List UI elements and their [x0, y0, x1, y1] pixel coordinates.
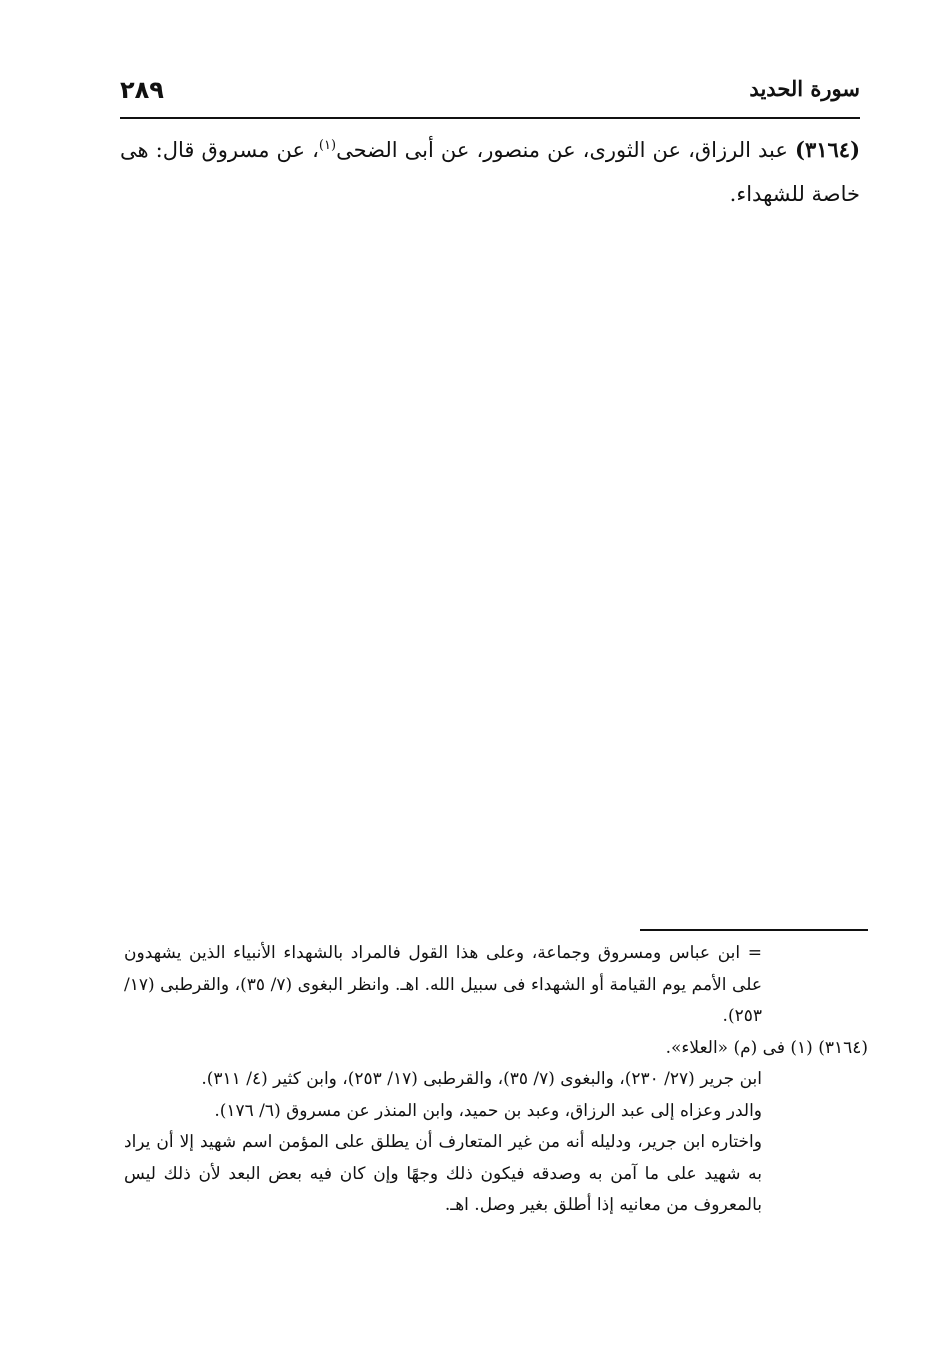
page-number: ٢٨٩ — [120, 76, 164, 104]
footnote-note-label: (٣١٦٤) (١) فى (م) «العلاء». — [665, 1037, 868, 1058]
hadith-text-part2: ، عن مسروق قال: هى خاصة للشهداء. — [120, 138, 860, 206]
header-divider — [120, 117, 860, 119]
footnote-ikhtiyar: واختاره ابن جرير، ودليله أنه من غير المتعارف أن يطلق على المؤمن اسم شهيد إلا أن يراد به شهيد على ما آمن به وصدقه فيكون ذلك وجهًا وإن كان فيه بعض البعد لأن ذلك ليس بالمعروف من معانيه إذا أطلق بغير وصل. اهـ. — [124, 1132, 762, 1215]
footnotes-section — [124, 938, 868, 1222]
page-header — [120, 72, 860, 112]
hadith-number: (٣١٦٤) — [795, 137, 860, 162]
hadith-text-part1: عبد الرزاق، عن الثورى، عن منصور، عن أبى الضحى — [336, 138, 795, 162]
footnote-divider — [640, 929, 868, 931]
surah-title: سورة الحديد — [749, 76, 860, 101]
footnote-durr: والدر وعزاه إلى عبد الرزاق، وعبد بن حميد، وابن المنذر عن مسروق (٦/ ١٧٦). — [214, 1100, 762, 1121]
footnote-references: ابن جرير (٢٧/ ٢٣٠)، والبغوى (٧/ ٣٥)، والقرطبى (١٧/ ٢٥٣)، وابن كثير (٤/ ٣١١). — [201, 1069, 762, 1089]
footnote-reference: (١) — [318, 138, 337, 153]
hadith-text — [120, 128, 860, 216]
footnote-continuation: = ابن عباس ومسروق وجماعة، وعلى هذا القول فالمراد بالشهداء الأنبياء الذين يشهدون على الأمم يوم القيامة أو الشهداء فى سبيل الله. اهـ. وانظر البغوى (٧/ ٣٥)، والقرطبى (١٧/ ٢٥٣). — [124, 943, 763, 1026]
